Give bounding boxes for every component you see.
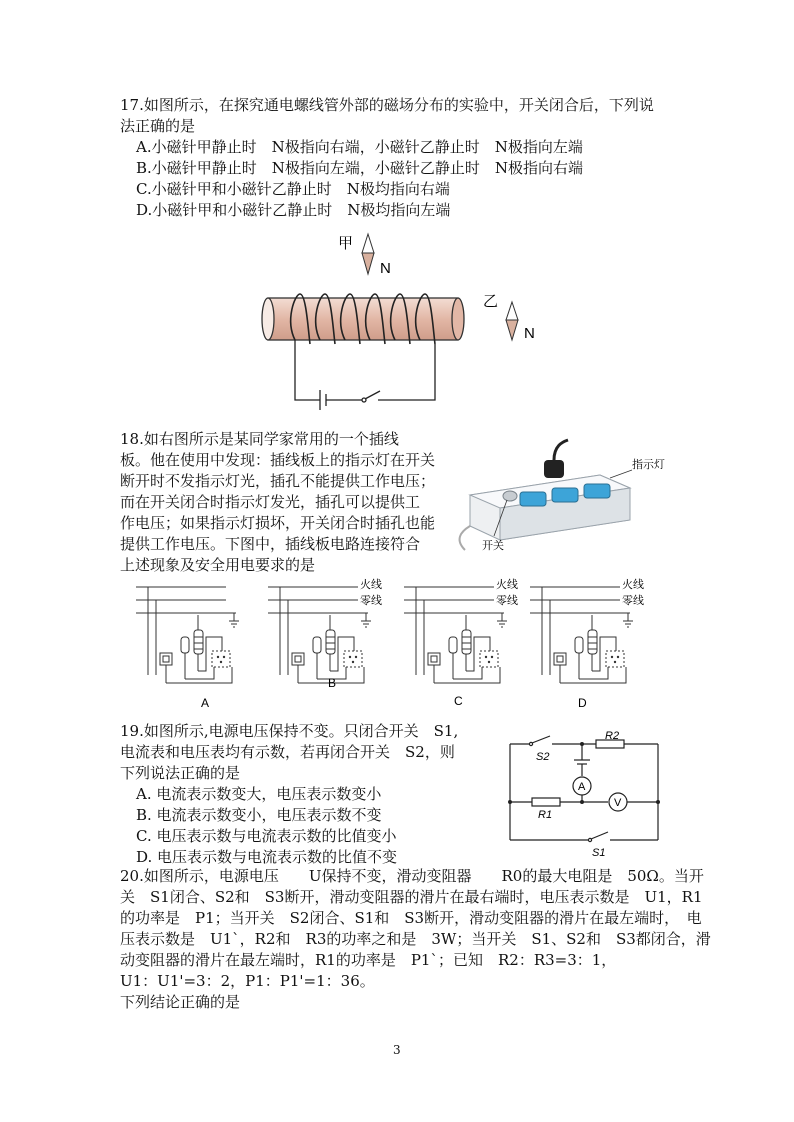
strip-switch-button — [503, 491, 517, 501]
q20-stem-line2: 关 S1闭合、S2和 S3断开，滑动变阻器的滑片在最右端时，电压表示数是 U1，R1 — [120, 888, 703, 906]
compass-needle-jia — [362, 234, 374, 274]
q18-stem-line4: 而在开关闭合时指示灯发光，插孔可以提供工 — [120, 493, 421, 511]
indicator-label: 指示灯 — [632, 459, 665, 471]
q19-stem-line1: 19.如图所示,电源电压保持不变。只闭合开关 S1, — [120, 722, 459, 740]
r1-label: R1 — [538, 809, 553, 821]
circuit-option-a — [136, 587, 239, 710]
svg-text:B: B — [328, 676, 337, 690]
q19-option-b: B. 电流表示数变小，电压表示数不变 — [136, 806, 382, 824]
q19-option-c: C. 电压表示数与电流表示数的比值变小 — [136, 827, 397, 845]
q17-option-c: C.小磁针甲和小磁针乙静止时 N极均指向右端 — [136, 180, 450, 198]
q19-option-a: A. 电流表示数变大，电压表示数变小 — [136, 785, 382, 803]
svg-text:D: D — [578, 696, 587, 710]
q17-stem-line2: 法正确的是 — [120, 117, 196, 135]
voltmeter-label: V — [614, 797, 622, 809]
q20-stem-line3: 的功率是 P1；当开关 S2闭合、S1和 S3断开，滑动变阻器的滑片在最左端时， 电 — [120, 909, 702, 927]
q19-circuit-figure — [500, 730, 670, 865]
q18-stem-line3: 断开时不发指示灯光，插孔不能提供工作电压； — [120, 472, 436, 490]
q18-stem-line7: 上述现象及安全用电要求的是 — [120, 556, 316, 574]
needle-yi-pole: N — [524, 325, 535, 342]
live-wire-label-d: 火线 — [622, 579, 644, 591]
live-wire-label-c: 火线 — [496, 579, 518, 591]
q19-stem-line3: 下列说法正确的是 — [120, 764, 241, 782]
q17-option-d: D.小磁针甲和小磁针乙静止时 N极均指向左端 — [136, 201, 451, 219]
q18-stem-line5: 作电压；如果指示灯损坏，开关闭合时插孔也能 — [120, 514, 436, 532]
circuit-option-c — [404, 577, 518, 708]
switch-label: 开关 — [482, 540, 504, 552]
page-number: 3 — [393, 1043, 401, 1057]
r2-label: R2 — [605, 730, 620, 742]
q20-stem-line6: U1：U1'=3：2，P1：P1'=1：36。 — [120, 972, 375, 990]
q18-stem-line2: 板。他在使用中发现：插线板上的指示灯在开关 — [120, 451, 436, 469]
plug — [544, 460, 564, 478]
q19-stem-line2: 电流表和电压表均有示数，若再闭合开关 S2，则 — [120, 743, 455, 761]
q17-option-b: B.小磁针甲静止时 N极指向左端，小磁针乙静止时 N极指向右端 — [136, 159, 584, 177]
needle-jia-pole: N — [380, 260, 391, 277]
q18-stem-line6: 提供工作电压。下图中，插线板电路连接符合 — [120, 535, 421, 553]
q17-solenoid-figure — [250, 228, 550, 418]
live-wire-label-b: 火线 — [360, 579, 382, 591]
neutral-wire-label-c: 零线 — [496, 595, 518, 607]
compass-needle-yi — [506, 302, 518, 340]
q17-option-a: A.小磁针甲静止时 N极指向右端，小磁针乙静止时 N极指向左端 — [136, 138, 583, 156]
q17-stem-line1: 17.如图所示，在探究通电螺线管外部的磁场分布的实验中，开关闭合后，下列说 — [120, 96, 654, 114]
neutral-wire-label-d: 零线 — [622, 595, 644, 607]
svg-text:C: C — [454, 694, 463, 708]
q20-stem-line7: 下列结论正确的是 — [120, 993, 241, 1011]
solenoid-circuit — [295, 340, 435, 410]
q20-stem-line1: 20.如图所示，电源电压 U保持不变，滑动变阻器 R0的最大电阻是 50Ω。当开 — [120, 867, 704, 885]
q20-stem-line4: 压表示数是 U1`，R2和 R3的功率之和是 3W；当开关 S1、S2和 S3都闭合，滑 — [120, 930, 711, 948]
s2-label: S2 — [536, 751, 550, 763]
needle-yi-label: 乙 — [483, 293, 499, 310]
q20-stem-line5: 动变阻器的滑片在最左端时，R1的功率是 P1`；已知 R2：R3=3：1， — [120, 951, 617, 969]
q18-stem-line1: 18.如右图所示是某同学家常用的一个插线 — [120, 430, 399, 448]
q18-circuit-options — [118, 575, 658, 715]
s1-label: S1 — [592, 847, 606, 859]
power-strip-photo — [460, 440, 665, 560]
neutral-wire-label-b: 零线 — [360, 595, 382, 607]
needle-jia-label: 甲 — [338, 235, 354, 252]
circuit-option-b — [268, 577, 382, 690]
ammeter-label: A — [578, 781, 586, 793]
svg-text:A: A — [201, 696, 210, 710]
q19-option-d: D. 电压表示数与电流表示数的比值不变 — [136, 848, 398, 866]
circuit-option-d — [530, 577, 644, 710]
